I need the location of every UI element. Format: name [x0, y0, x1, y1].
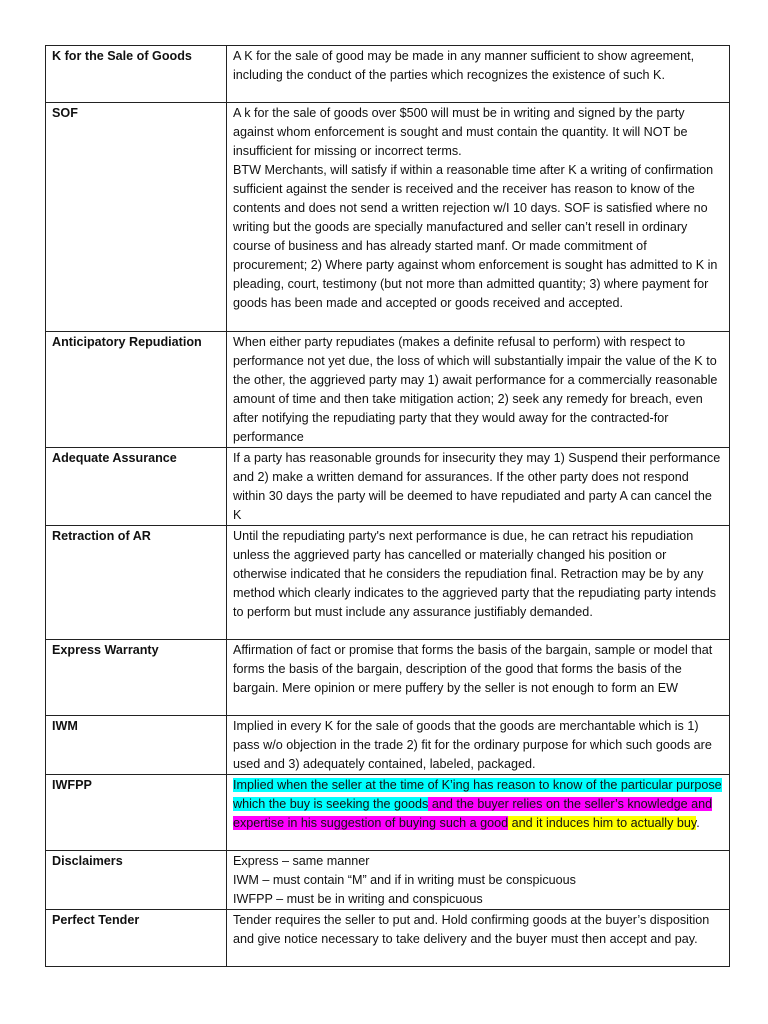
table-row	[46, 910, 730, 967]
definition-cell	[227, 332, 730, 448]
term-cell: Anticipatory Repudiation	[46, 332, 227, 448]
term-cell: Adequate Assurance	[46, 448, 227, 526]
table-row	[46, 526, 730, 640]
term-cell: IWM	[46, 716, 227, 775]
definition-cell	[227, 46, 730, 103]
definition-cell	[227, 103, 730, 332]
table-row	[46, 46, 730, 103]
term-cell: Perfect Tender	[46, 910, 227, 967]
table-row	[46, 103, 730, 332]
definition-text: Implied in every K for the sale of goods that the goods are merchantable which is 1) pass w/o objection in the trade 2) fit for the ordinary purpose for which such goods are used and 3) adequately contained, labeled, packaged.	[233, 719, 712, 771]
term-cell: SOF	[46, 103, 227, 332]
definition-cell	[227, 910, 730, 967]
notes-table	[45, 45, 730, 967]
term-cell: Disclaimers	[46, 851, 227, 910]
definition-text: BTW Merchants, will satisfy if within a reasonable time after K a writing of confirmation sufficient against the sender is received and the receiver has reason to know of the contents and does not send a written rejection w/I 10 days. SOF is satisfied where no writing but the goods are specially manufactured and seller can’t resell in ordinary course of business and has already started manf. Or made commitment of procurement; 2) Where party against whom enforcement is sought has admitted to K in pleading, court, testimony (but not more than admitted quantity; 3) where payment for goods has been made and accepted or goods received and accepted.	[233, 163, 718, 310]
definition-text: If a party has reasonable grounds for insecurity they may 1) Suspend their performance and 2) make a written demand for assurances. If the other party does not respond within 30 days the party will be deemed to have repudiated and party A can cancel the K	[233, 451, 721, 522]
disclaimer-iwfpp-line: IWFPP – must be in writing and conspicuous	[233, 892, 483, 906]
definition-text: A K for the sale of good may be made in any manner sufficient to show agreement, including the conduct of the parties which recognizes the existence of such K.	[233, 49, 695, 82]
highlight-magenta-text: and the buyer relies on the seller’s knowledge and expertise in his suggestion of buying such a good	[233, 797, 713, 830]
term-cell: K for the Sale of Goods	[46, 46, 227, 103]
definition-cell	[227, 716, 730, 775]
definition-cell	[227, 640, 730, 716]
table-row	[46, 716, 730, 775]
definition-cell	[227, 851, 730, 910]
disclaimer-express-line: Express – same manner	[233, 854, 370, 868]
trailing-period: .	[696, 816, 700, 830]
table-row	[46, 851, 730, 910]
table-row	[46, 775, 730, 851]
definition-text: Tender requires the seller to put and. Hold confirming goods at the buyer’s disposition and give notice necessary to take delivery and the buyer must then accept and pay.	[233, 913, 710, 946]
highlight-cyan-text: Implied when the seller at the time of K’ing has reason to know of the particular purpose which the buy is seeking the goods	[233, 778, 722, 811]
highlight-yellow-text: and it induces him to actually buy	[508, 816, 697, 830]
term-cell: Retraction of AR	[46, 526, 227, 640]
definition-cell	[227, 448, 730, 526]
term-cell: Express Warranty	[46, 640, 227, 716]
table-row	[46, 332, 730, 448]
definition-cell	[227, 775, 730, 851]
disclaimer-iwm-line: IWM – must contain “M” and if in writing must be conspicuous	[233, 873, 576, 887]
table-row	[46, 640, 730, 716]
definition-text: When either party repudiates (makes a definite refusal to perform) with respect to performance not yet due, the loss of which will substantially impair the value of the K to the other, the aggrieved party may 1) await performance for a commercially reasonable amount of time and then take mitigation action; 2) seek any remedy for breach, even after notifying the repudiating party that they would away for the contracted-for performance	[233, 335, 718, 444]
definition-text: Until the repudiating party's next performance is due, he can retract his repudiation unless the aggrieved party has cancelled or materially changed his position or otherwise indicated that he considers the repudiation final. Retraction may be by any method which clearly indicates to the aggrieved party that the repudiating party intends to perform but must include any assurance justifiably demanded.	[233, 529, 717, 619]
definition-text: A k for the sale of goods over $500 will must be in writing and signed by the party against whom enforcement is sought and must contain the quantity. It will NOT be insufficient for missing or incorrect terms.	[233, 106, 688, 158]
term-cell: IWFPP	[46, 775, 227, 851]
definition-text: Affirmation of fact or promise that forms the basis of the bargain, sample or model that forms the basis of the bargain, description of the good that forms the basis of the bargain. Mere opinion or mere puffery by the seller is not enough to form an EW	[233, 643, 713, 695]
table-row	[46, 448, 730, 526]
definition-cell	[227, 526, 730, 640]
